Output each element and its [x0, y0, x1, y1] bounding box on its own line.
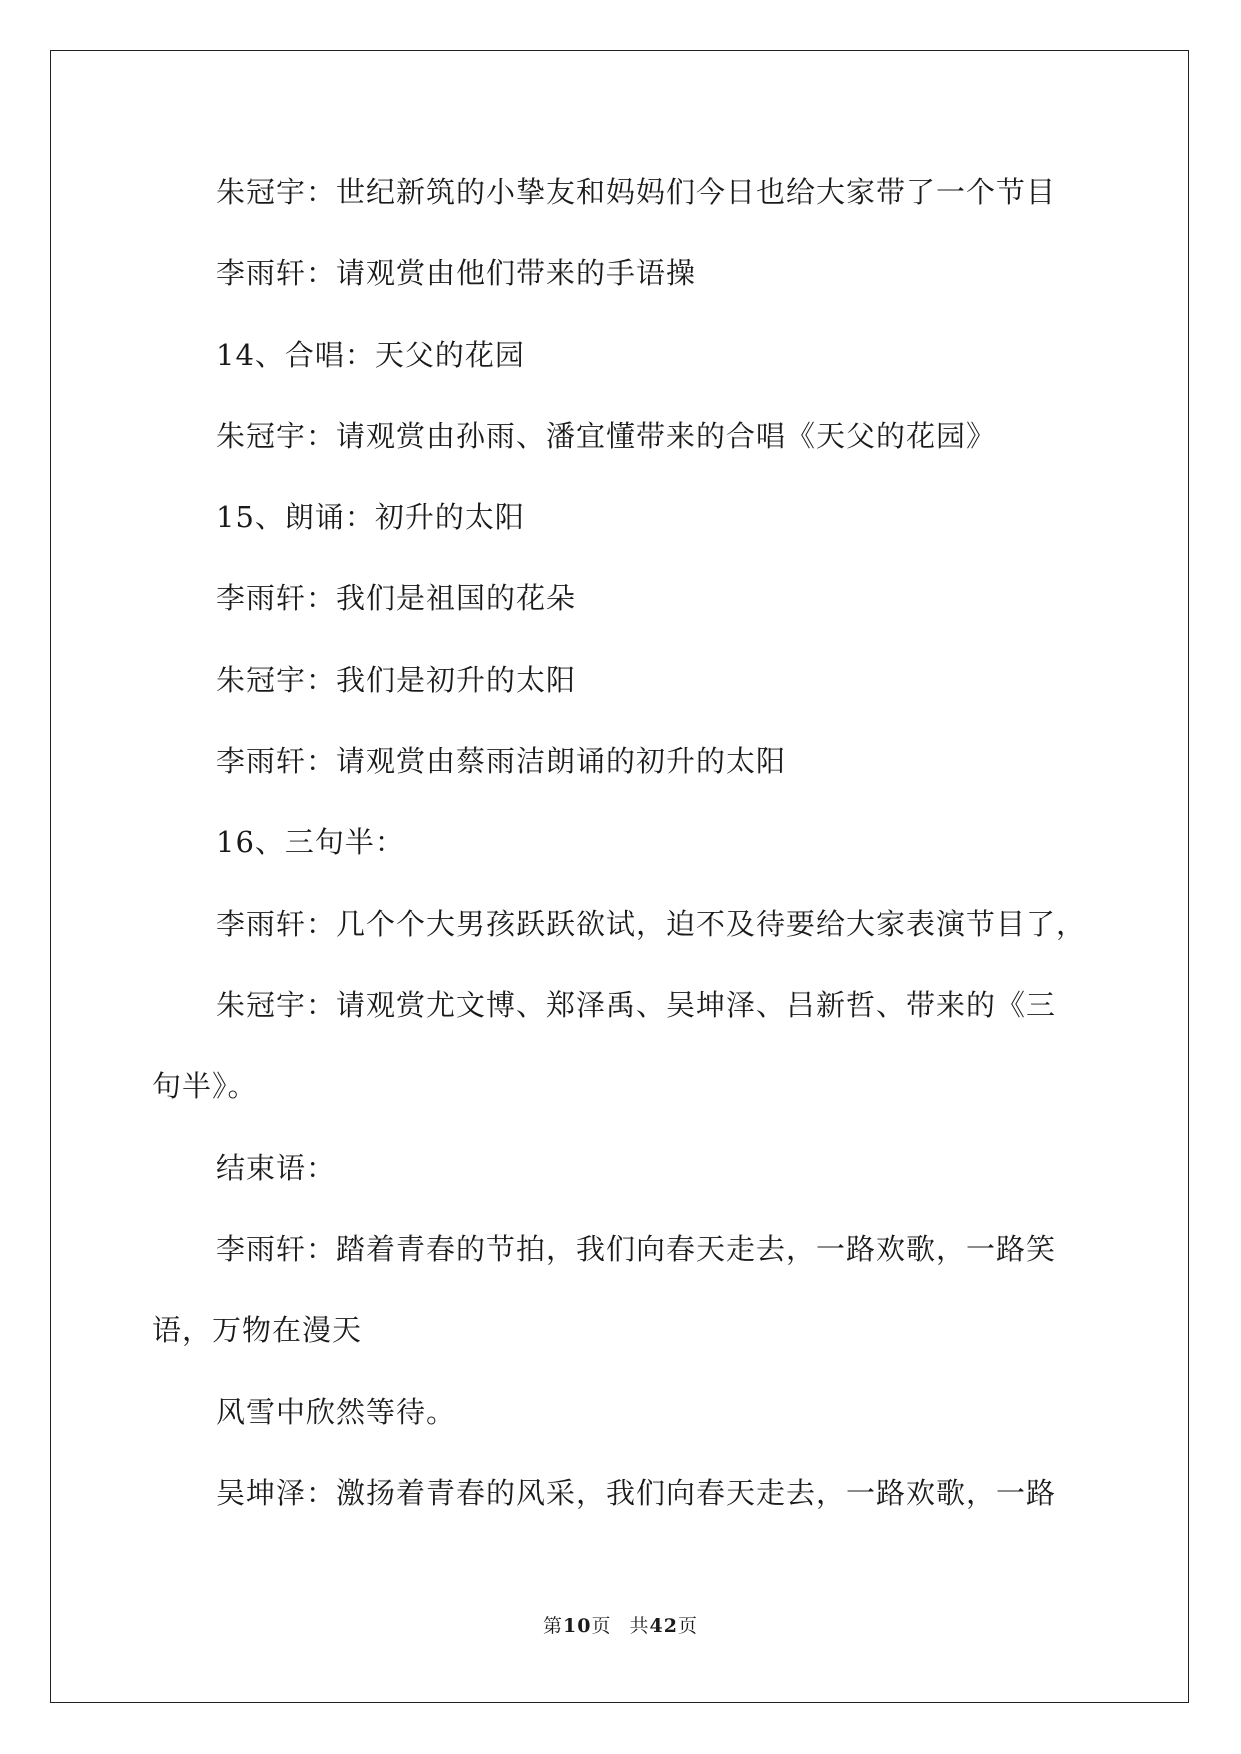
- footer-total-prefix: 共: [629, 1615, 650, 1637]
- text-line: 李雨轩：几个个大男孩跃跃欲试，迫不及待要给大家表演节目了，: [216, 907, 1087, 941]
- total-pages: 42: [649, 1615, 678, 1637]
- text-line: 朱冠宇：请观赏由孙雨、潘宜懂带来的合唱《天父的花园》: [216, 419, 997, 453]
- text-line: 14、合唱：天父的花园: [216, 338, 525, 372]
- text-line: 16、三句半：: [216, 825, 405, 859]
- footer-prefix: 第: [543, 1615, 564, 1637]
- page-footer: [0, 1614, 1241, 1638]
- text-line: 结束语：: [216, 1151, 337, 1185]
- text-line: 吴坤泽：激扬着青春的风采，我们向春天走去，一路欢歌，一路: [216, 1476, 1057, 1510]
- text-line: 李雨轩：我们是祖国的花朵: [216, 581, 577, 615]
- text-line: 朱冠宇：我们是初升的太阳: [216, 663, 577, 697]
- footer-page-suffix: 页: [591, 1615, 612, 1637]
- page-number: 10: [563, 1615, 592, 1637]
- text-line: 朱冠宇：请观赏尤文博、郑泽禹、吴坤泽、吕新哲、带来的《三: [216, 988, 1057, 1022]
- text-line: 语，万物在漫天: [152, 1313, 363, 1347]
- text-line: 李雨轩：踏着青春的节拍，我们向春天走去，一路欢歌，一路笑: [216, 1232, 1057, 1266]
- footer-total-suffix: 页: [677, 1615, 698, 1637]
- text-line: 句半》。: [152, 1069, 258, 1103]
- text-line: 风雪中欣然等待。: [216, 1395, 457, 1429]
- text-line: 李雨轩：请观赏由他们带来的手语操: [216, 256, 697, 290]
- text-line: 朱冠宇：世纪新筑的小挚友和妈妈们今日也给大家带了一个节目: [216, 175, 1057, 209]
- text-line: 15、朗诵：初升的太阳: [216, 500, 525, 534]
- page-border: [50, 50, 1189, 1703]
- text-line: 李雨轩：请观赏由蔡雨洁朗诵的初升的太阳: [216, 744, 787, 778]
